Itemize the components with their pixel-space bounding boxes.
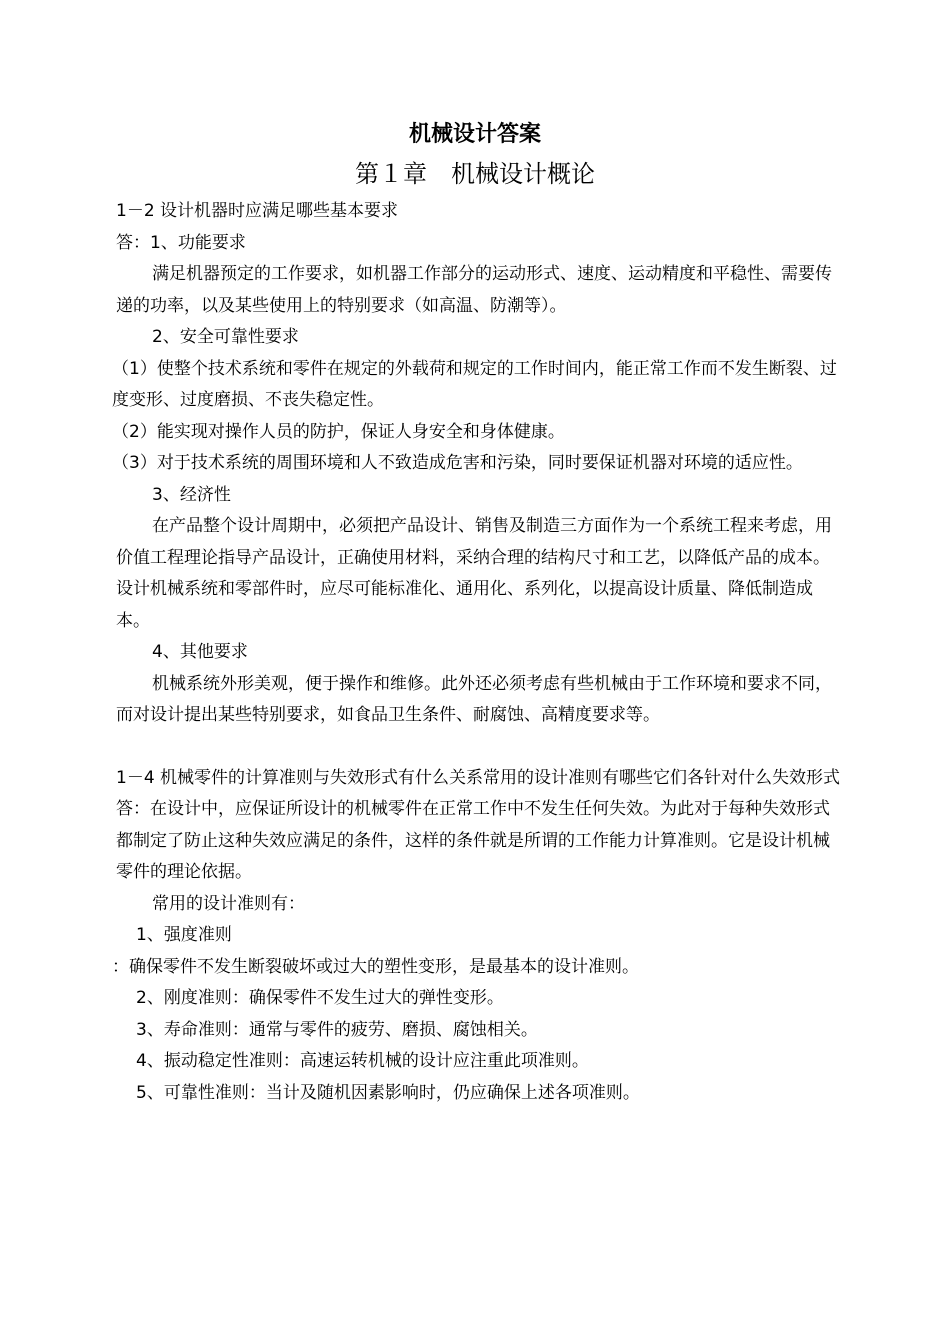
paragraph: 在产品整个设计周期中，必须把产品设计、销售及制造三方面作为一个系统工程来考虑，用价值工程理论指导产品设计，正确使用材料，采纳合理的结构尺寸和工艺，以降低产品的成本。设计机械系统和零部件时，应尽可能标准化、通用化、系列化，以提高设计质量、降低制造成本。 xyxy=(116,516,832,631)
paragraph: 满足机器预定的工作要求，如机器工作部分的运动形式、速度、运动精度和平稳性、需要传递的功率，以及某些使用上的特别要求（如高温、防潮等）。 xyxy=(116,264,832,316)
list-item: ：确保零件不发生断裂破坏或过大的塑性变形，是最基本的设计准则。 xyxy=(112,956,639,977)
paragraph: 答：在设计中，应保证所设计的机械零件在正常工作中不发生任何失效。为此对于每种失效形式都制定了防止这种失效应满足的条件，这样的条件就是所谓的工作能力计算准则。它是设计机械零件的理论依据。 xyxy=(116,799,830,882)
list-item: 2、刚度准则：确保零件不发生过大的弹性变形。 xyxy=(136,988,504,1008)
subheading: 3、经济性 xyxy=(152,484,231,505)
paragraph: 常用的设计准则有： xyxy=(152,893,305,914)
list-item: （1）使整个技术系统和零件在规定的外载荷和规定的工作时间内，能正常工作而不发生断裂、过度变形、过度磨损、不丧失稳定性。 xyxy=(112,358,837,410)
document-body xyxy=(112,196,846,1109)
document-title: 机械设计答案 xyxy=(408,122,541,147)
list-item: 1、强度准则 xyxy=(136,925,232,945)
question-heading: 1－4 机械零件的计算准则与失效形式有什么关系常用的设计准则有哪些它们各针对什么失效形式 xyxy=(116,767,841,788)
subheading: 2、安全可靠性要求 xyxy=(152,327,299,347)
question-heading: 1－2 设计机器时应满足哪些基本要求 xyxy=(116,201,399,221)
list-item: （3）对于技术系统的周围环境和人不致造成危害和污染，同时要保证机器对环境的适应性。 xyxy=(112,453,803,473)
spacer xyxy=(116,732,846,763)
list-item: 4、振动稳定性准则：高速运转机械的设计应注重此项准则。 xyxy=(136,1051,589,1071)
subheading: 4、其他要求 xyxy=(152,642,248,662)
list-item: （2）能实现对操作人员的防护，保证人身安全和身体健康。 xyxy=(112,421,565,442)
paragraph: 机械系统外形美观，便于操作和维修。此外还必须考虑有些机械由于工作环境和要求不同，而对设计提出某些特别要求，如食品卫生条件、耐腐蚀、高精度要求等。 xyxy=(116,673,832,725)
list-item: 5、可靠性准则：当计及随机因素影响时，仍应确保上述各项准则。 xyxy=(136,1082,640,1103)
chapter-title: 第１章 机械设计概论 xyxy=(355,160,595,188)
answer-intro: 答：1、功能要求 xyxy=(116,232,246,253)
list-item: 3、寿命准则：通常与零件的疲劳、磨损、腐蚀相关。 xyxy=(136,1019,538,1040)
